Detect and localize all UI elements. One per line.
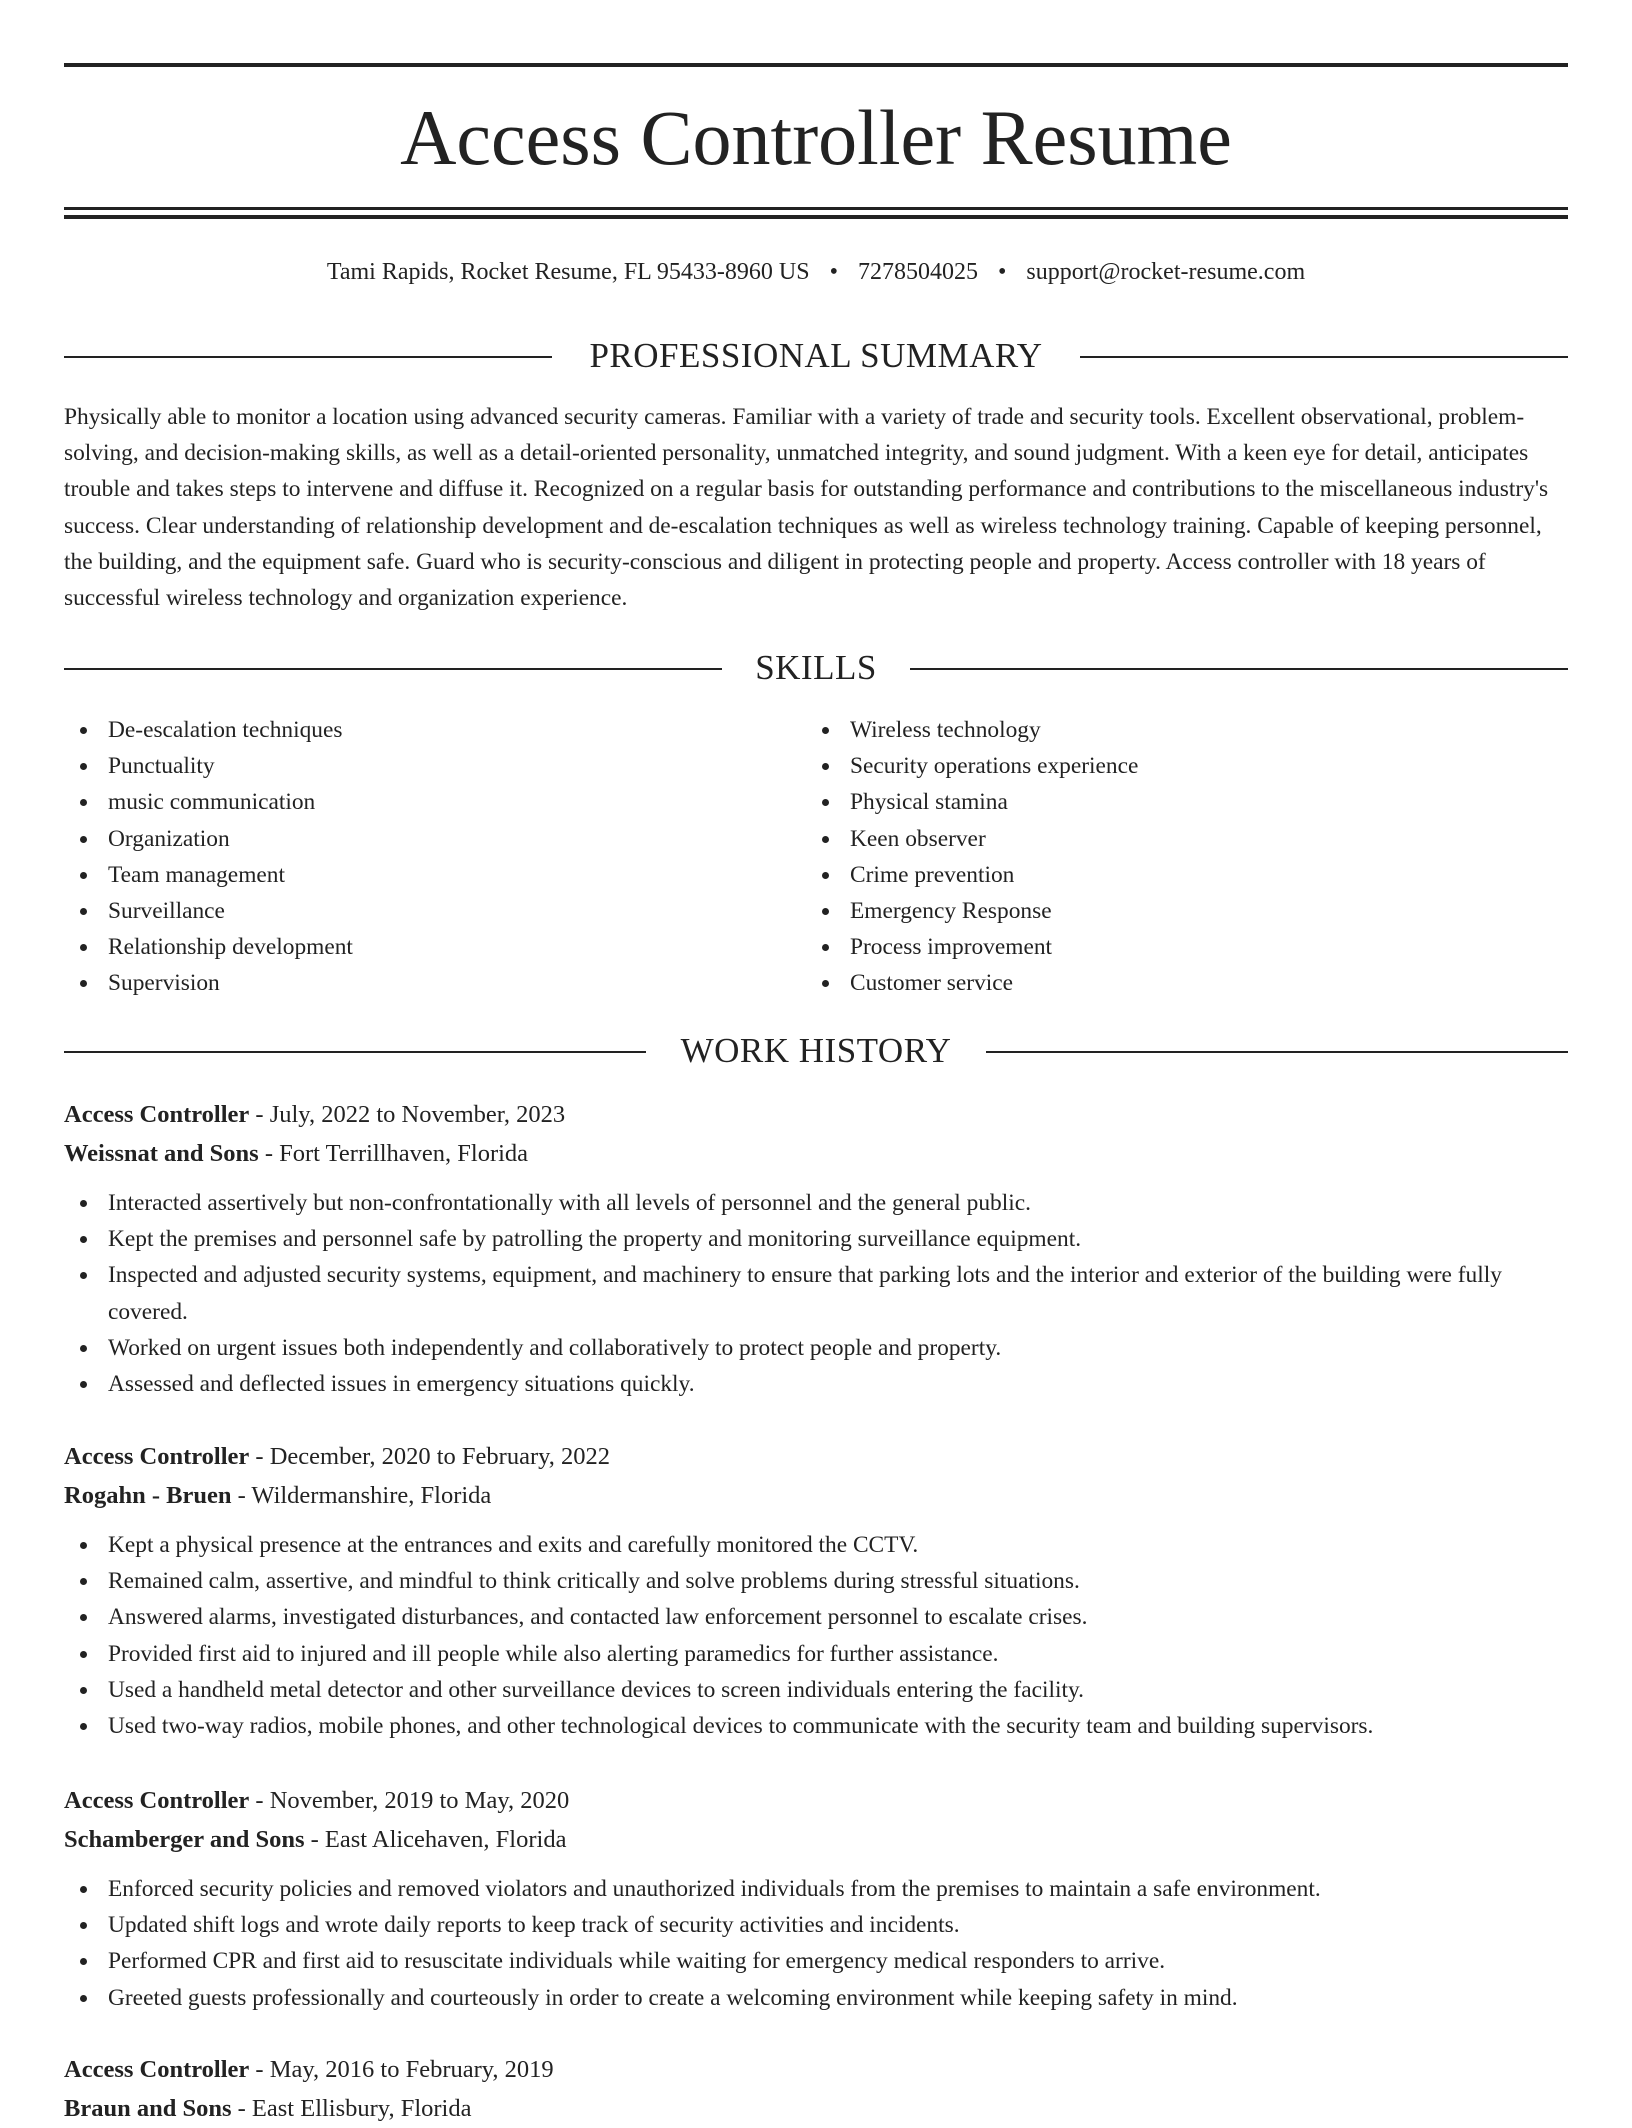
job-dates: - May, 2016 to February, 2019 [249,2056,553,2083]
contact-email: support@rocket-resume.com [1026,259,1305,285]
job-entry [64,1438,1568,1744]
top-rule [64,63,1568,67]
contact-line [64,254,1568,290]
duty-item: Used two-way radios, mobile phones, and other technological devices to communicate with the security team and building supervisors. [64,1708,1568,1744]
skill-item: music communication [64,784,784,820]
skill-item: Surveillance [64,893,784,929]
skill-item: Process improvement [806,929,1526,965]
section-heading-work [64,1031,1568,1071]
job-company: Braun and Sons [64,2095,232,2122]
section-heading-summary [64,336,1568,376]
contact-separator: • [998,254,1006,290]
skill-item: De-escalation techniques [64,712,784,748]
duty-item: Greeted guests professionally and courteously in order to create a welcoming environment while keeping safety in mind. [64,1980,1568,2016]
section-title-work: WORK HISTORY [64,1031,1568,1071]
job-duties [64,1527,1568,1744]
title-rule-upper [64,207,1568,210]
skill-item: Physical stamina [806,784,1526,820]
job-company: Weissnat and Sons [64,1140,259,1167]
job-title: Access Controller [64,1787,249,1814]
skills-list-left [64,712,784,1002]
heading-rule-right [910,668,1568,670]
skill-item: Crime prevention [806,857,1526,893]
skill-item: Team management [64,857,784,893]
job-title: Access Controller [64,2056,249,2083]
duty-item: Enforced security policies and removed violators and unauthorized individuals from the premises to maintain a safe environment. [64,1871,1568,1907]
job-dates: - July, 2022 to November, 2023 [249,1101,565,1128]
duty-item: Remained calm, assertive, and mindful to think critically and solve problems during stressful situations. [64,1563,1568,1599]
job-dates: - November, 2019 to May, 2020 [249,1787,569,1814]
duty-item: Worked on urgent issues both independently and collaboratively to protect people and property. [64,1330,1568,1366]
job-company-line [64,1477,1568,1516]
contact-separator: • [830,254,838,290]
duty-item: Inspected and adjusted security systems, equipment, and machinery to ensure that parking lots and the interior and exterior of the building were fully covered. [64,1257,1568,1329]
job-company: Schamberger and Sons [64,1826,305,1853]
skill-item: Organization [64,821,784,857]
duty-item: Answered alarms, investigated disturbances, and contacted law enforcement personnel to escalate crises. [64,1599,1568,1635]
duty-item: Used a handheld metal detector and other surveillance devices to screen individuals entering the facility. [64,1672,1568,1708]
job-entry [64,2051,1568,2128]
job-location: - East Alicehaven, Florida [305,1826,567,1853]
job-title: Access Controller [64,1443,249,1470]
duty-item: Kept the premises and personnel safe by patrolling the property and monitoring surveillance equipment. [64,1221,1568,1257]
job-location: - Wildermanshire, Florida [231,1482,491,1509]
heading-rule-right [986,1051,1568,1053]
skill-item: Customer service [806,965,1526,1001]
skill-item: Keen observer [806,821,1526,857]
duty-item: Assessed and deflected issues in emergency situations quickly. [64,1366,1568,1402]
skill-item: Relationship development [64,929,784,965]
duty-item: Kept a physical presence at the entrances and exits and carefully monitored the CCTV. [64,1527,1568,1563]
duty-item: Performed CPR and first aid to resuscitate individuals while waiting for emergency medical responders to arrive. [64,1943,1568,1979]
job-entry [64,1096,1568,1402]
skill-item: Security operations experience [806,748,1526,784]
skills-list-right [806,712,1526,1002]
job-title-line [64,1782,1568,1821]
job-company-line [64,2090,1568,2128]
heading-rule-right [1080,356,1568,358]
job-location: - East Ellisbury, Florida [232,2095,472,2122]
skill-item: Punctuality [64,748,784,784]
summary-paragraph: Physically able to monitor a location using advanced security cameras. Familiar with a variety of trade and security tools. Excellent observational, problem-solving, and decision-making skills, as well as a detail-oriented personality, unmatched integrity, and sound judgment. With a keen eye for detail, anticipates trouble and takes steps to intervene and diffuse it. Recognized on a regular basis for outstanding performance and contributions to the miscellaneous industry's success. Clear understanding of relationship development and de-escalation techniques as well as wireless technology training. Capable of keeping personnel, the building, and the equipment safe. Guard who is security-conscious and diligent in protecting people and property. Access controller with 18 years of successful wireless technology and organization experience. [64,399,1568,616]
skill-item: Supervision [64,965,784,1001]
skill-item: Emergency Response [806,893,1526,929]
resume-title: Access Controller Resume [64,88,1568,188]
job-title: Access Controller [64,1101,249,1128]
duty-item: Updated shift logs and wrote daily reports to keep track of security activities and incidents. [64,1907,1568,1943]
job-company-line [64,1821,1568,1860]
job-location: - Fort Terrillhaven, Florida [259,1140,528,1167]
job-company: Rogahn - Bruen [64,1482,231,1509]
skill-item: Wireless technology [806,712,1526,748]
title-rule-lower [64,215,1568,219]
job-duties [64,1871,1568,2016]
section-title-skills: SKILLS [64,648,1568,688]
duty-item: Provided first aid to injured and ill people while also alerting paramedics for further assistance. [64,1636,1568,1672]
job-entry [64,1782,1568,2016]
duty-item: Interacted assertively but non-confrontationally with all levels of personnel and the general public. [64,1185,1568,1221]
job-title-line [64,2051,1568,2090]
contact-address: Tami Rapids, Rocket Resume, FL 95433-8960 US [327,259,810,285]
job-duties [64,1185,1568,1402]
contact-phone: 7278504025 [858,259,978,285]
job-dates: - December, 2020 to February, 2022 [249,1443,610,1470]
job-title-line [64,1096,1568,1135]
job-company-line [64,1135,1568,1174]
section-title-summary: PROFESSIONAL SUMMARY [64,336,1568,376]
section-heading-skills [64,648,1568,688]
job-title-line [64,1438,1568,1477]
